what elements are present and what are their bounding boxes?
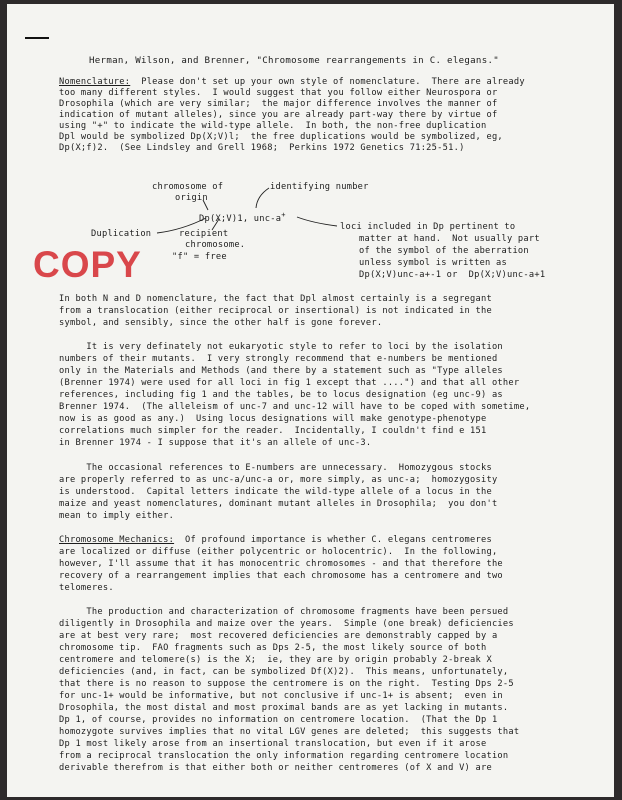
paragraph-5-line-13: from a reciprocal translocation the only information regarding centromere location xyxy=(59,751,509,761)
paragraph-5-line-5: centromere and telomere(s) is the X; ie, they are by origin probably 2-break X xyxy=(59,655,492,665)
diagram-label-recipient: recipient xyxy=(179,229,229,239)
paragraph-5-line-2: diligently in Drosophila and maize over the years. Simple (one break) deficiencies xyxy=(59,619,514,629)
paragraph-5-line-14: derivable therefrom is that either both or neither centromeres (of X and V) are xyxy=(59,763,492,773)
paragraph-2-line-5: references, including fig 1 and the tables, be to locus designation (eg unc-9) as xyxy=(59,390,503,400)
diagram-loci-line-3: of the symbol of the aberration xyxy=(359,246,529,256)
nomenclature-heading: Nomenclature: xyxy=(59,77,131,87)
paragraph-5-line-10: Dp 1, of course, provides no information on centromere location. (That the Dp 1 xyxy=(59,715,498,725)
paragraph-5-line-9: Drosophila, the most distal and most proximal bands are as yet lacking in mutants. xyxy=(59,703,509,713)
paragraph-3-line-4: maize and yeast nomenclatures, dominant mutant alleles in Drosophila; you don't xyxy=(59,499,498,509)
diagram-loci-line-4: unless symbol is written as xyxy=(359,258,507,268)
copy-stamp: COPY xyxy=(33,244,142,285)
nomenclature-line-7: Dp(X;f)2. (See Lindsley and Grell 1968; Perkins 1972 Genetics 71:25-51.) xyxy=(59,143,465,153)
paragraph-2-line-4: (Brenner 1974) were used for all loci in fig 1 except that ....") and that all other xyxy=(59,378,520,388)
document-page xyxy=(7,4,614,797)
diagram-formula: Dp(X;V)1, unc-a+ xyxy=(199,211,286,224)
paragraph-3-line-2: are properly referred to as unc-a/unc-a or, more simply, as unc-a; homozygosity xyxy=(59,475,498,485)
paragraph-4-line-5: telomeres. xyxy=(59,583,114,593)
paragraph-1-line-2: from a translocation (either reciprocal or insertional) is not indicated in the xyxy=(59,306,492,316)
diagram-label-chromosome-of: chromosome of xyxy=(152,182,224,192)
paragraph-4-line-2: are localized or diffuse (either polycentric or holocentric). In the following, xyxy=(59,547,498,557)
diagram-label-origin: origin xyxy=(175,193,208,203)
arrow-duplication xyxy=(157,218,206,233)
paragraph-2-line-6: Brenner 1974. (The alleleism of unc-7 and unc-12 will have to be coped with sometime, xyxy=(59,402,531,412)
diagram-label-duplication: Duplication xyxy=(91,229,152,239)
paragraph-3-line-1: The occasional references to E-numbers are unnecessary. Homozygous stocks xyxy=(59,463,492,473)
diagram-label-identifying-number: identifying number xyxy=(270,182,369,192)
nomenclature-line-5: using "+" to indicate the wild-type allele. In both, the non-free duplication xyxy=(59,121,487,131)
paragraph-4-line-4: recovery of a rearrangement implies that each chromosome has a centromere and two xyxy=(59,571,503,581)
diagram-label-chromosome: chromosome. xyxy=(185,240,246,250)
paragraph-5-line-4: chromosome tip. FAO fragments such as Dps 2-5, the most likely source of both xyxy=(59,643,487,653)
paragraph-3-line-5: mean to imply either. xyxy=(59,511,175,521)
diagram-label-f-free: "f" = free xyxy=(172,252,227,262)
paragraph-5-line-7: that there is no reason to suppose the centromere is on the right. Testing Dps 2-5 xyxy=(59,679,514,689)
arrow-identifying-number xyxy=(256,188,269,208)
paragraph-5-line-1: The production and characterization of chromosome fragments have been persued xyxy=(59,607,509,617)
mechanics-heading: Chromosome Mechanics: xyxy=(59,535,175,545)
nomenclature-line-2: too many different styles. I would suggest that you follow either Neurospora or xyxy=(59,88,498,98)
paragraph-2-line-3: only in the Materials and Methods (and there by a statement such as "Type alleles xyxy=(59,366,503,376)
paragraph-1-line-1: In both N and D nomenclature, the fact that Dpl almost certainly is a segregant xyxy=(59,294,492,304)
nomenclature-line-6: Dpl would be symbolized Dp(X;V)l; the free duplications would be symbolized, eg, xyxy=(59,132,503,142)
page-title: Herman, Wilson, and Brenner, "Chromosome rearrangements in C. elegans." xyxy=(89,56,500,66)
paragraph-2-line-1: It is very definately not eukaryotic style to refer to loci by the isolation xyxy=(59,342,503,352)
paragraph-2-line-9: in Brenner 1974 - I suppose that it's an allele of unc-3. xyxy=(59,438,372,448)
arrow-loci xyxy=(297,217,337,226)
diagram-loci-line-5: Dp(X;V)unc-a+-1 or Dp(X;V)unc-a+1 xyxy=(359,270,546,280)
paragraph-5-line-3: are at best very rare; most recovered deficiencies are demonstrably capped by a xyxy=(59,631,498,641)
paragraph-5-line-8: for unc-1+ would be informative, but not conclusive if unc-1+ is absent; even in xyxy=(59,691,503,701)
paragraph-1-line-3: symbol, and sensibly, since the other half is gone forever. xyxy=(59,318,383,328)
arrow-recipient xyxy=(212,219,219,230)
nomenclature-line-3: Drosophila (which are very similar; the major difference involves the manner of xyxy=(59,99,498,109)
paragraph-5-line-6: deficiencies (and, in fact, can be symbolized Df(X)2). This means, unfortunately, xyxy=(59,667,509,677)
paragraph-5-line-12: Dp 1 most likely arose from an insertional translocation, but even if it arose xyxy=(59,739,487,749)
paragraph-4-line-1: Chromosome Mechanics: Of profound importance is whether C. elegans centromeres xyxy=(59,535,492,545)
paragraph-5-line-11: homozygote survives implies that no vital LGV genes are deleted; this suggests that xyxy=(59,727,520,737)
arrow-origin xyxy=(203,200,208,210)
diagram-loci-line-2: matter at hand. Not usually part xyxy=(359,234,540,244)
paragraph-2-line-2: numbers of their mutants. I very strongly recommend that e-numbers be mentioned xyxy=(59,354,498,364)
paragraph-2-line-8: correlations much simpler for the reader. Incidentally, I couldn't find e 151 xyxy=(59,426,487,436)
diagram-loci-line-1: loci included in Dp pertinent to xyxy=(340,222,516,232)
paragraph-4-line-3: however, I'll assume that it has monocentric chromosomes - and that therefore the xyxy=(59,559,503,569)
paragraph-3-line-3: is understood. Capital letters indicate the wild-type allele of a locus in the xyxy=(59,487,492,497)
nomenclature-line-4: indication of mutant alleles), since you are already part-way there by virtue of xyxy=(59,110,498,120)
paragraph-2-line-7: now is as good as any.) Using locus designations will make genotype-phenotype xyxy=(59,414,487,424)
nomenclature-line-1: Nomenclature: Please don't set up your own style of nomenclature. There are already xyxy=(59,77,525,87)
